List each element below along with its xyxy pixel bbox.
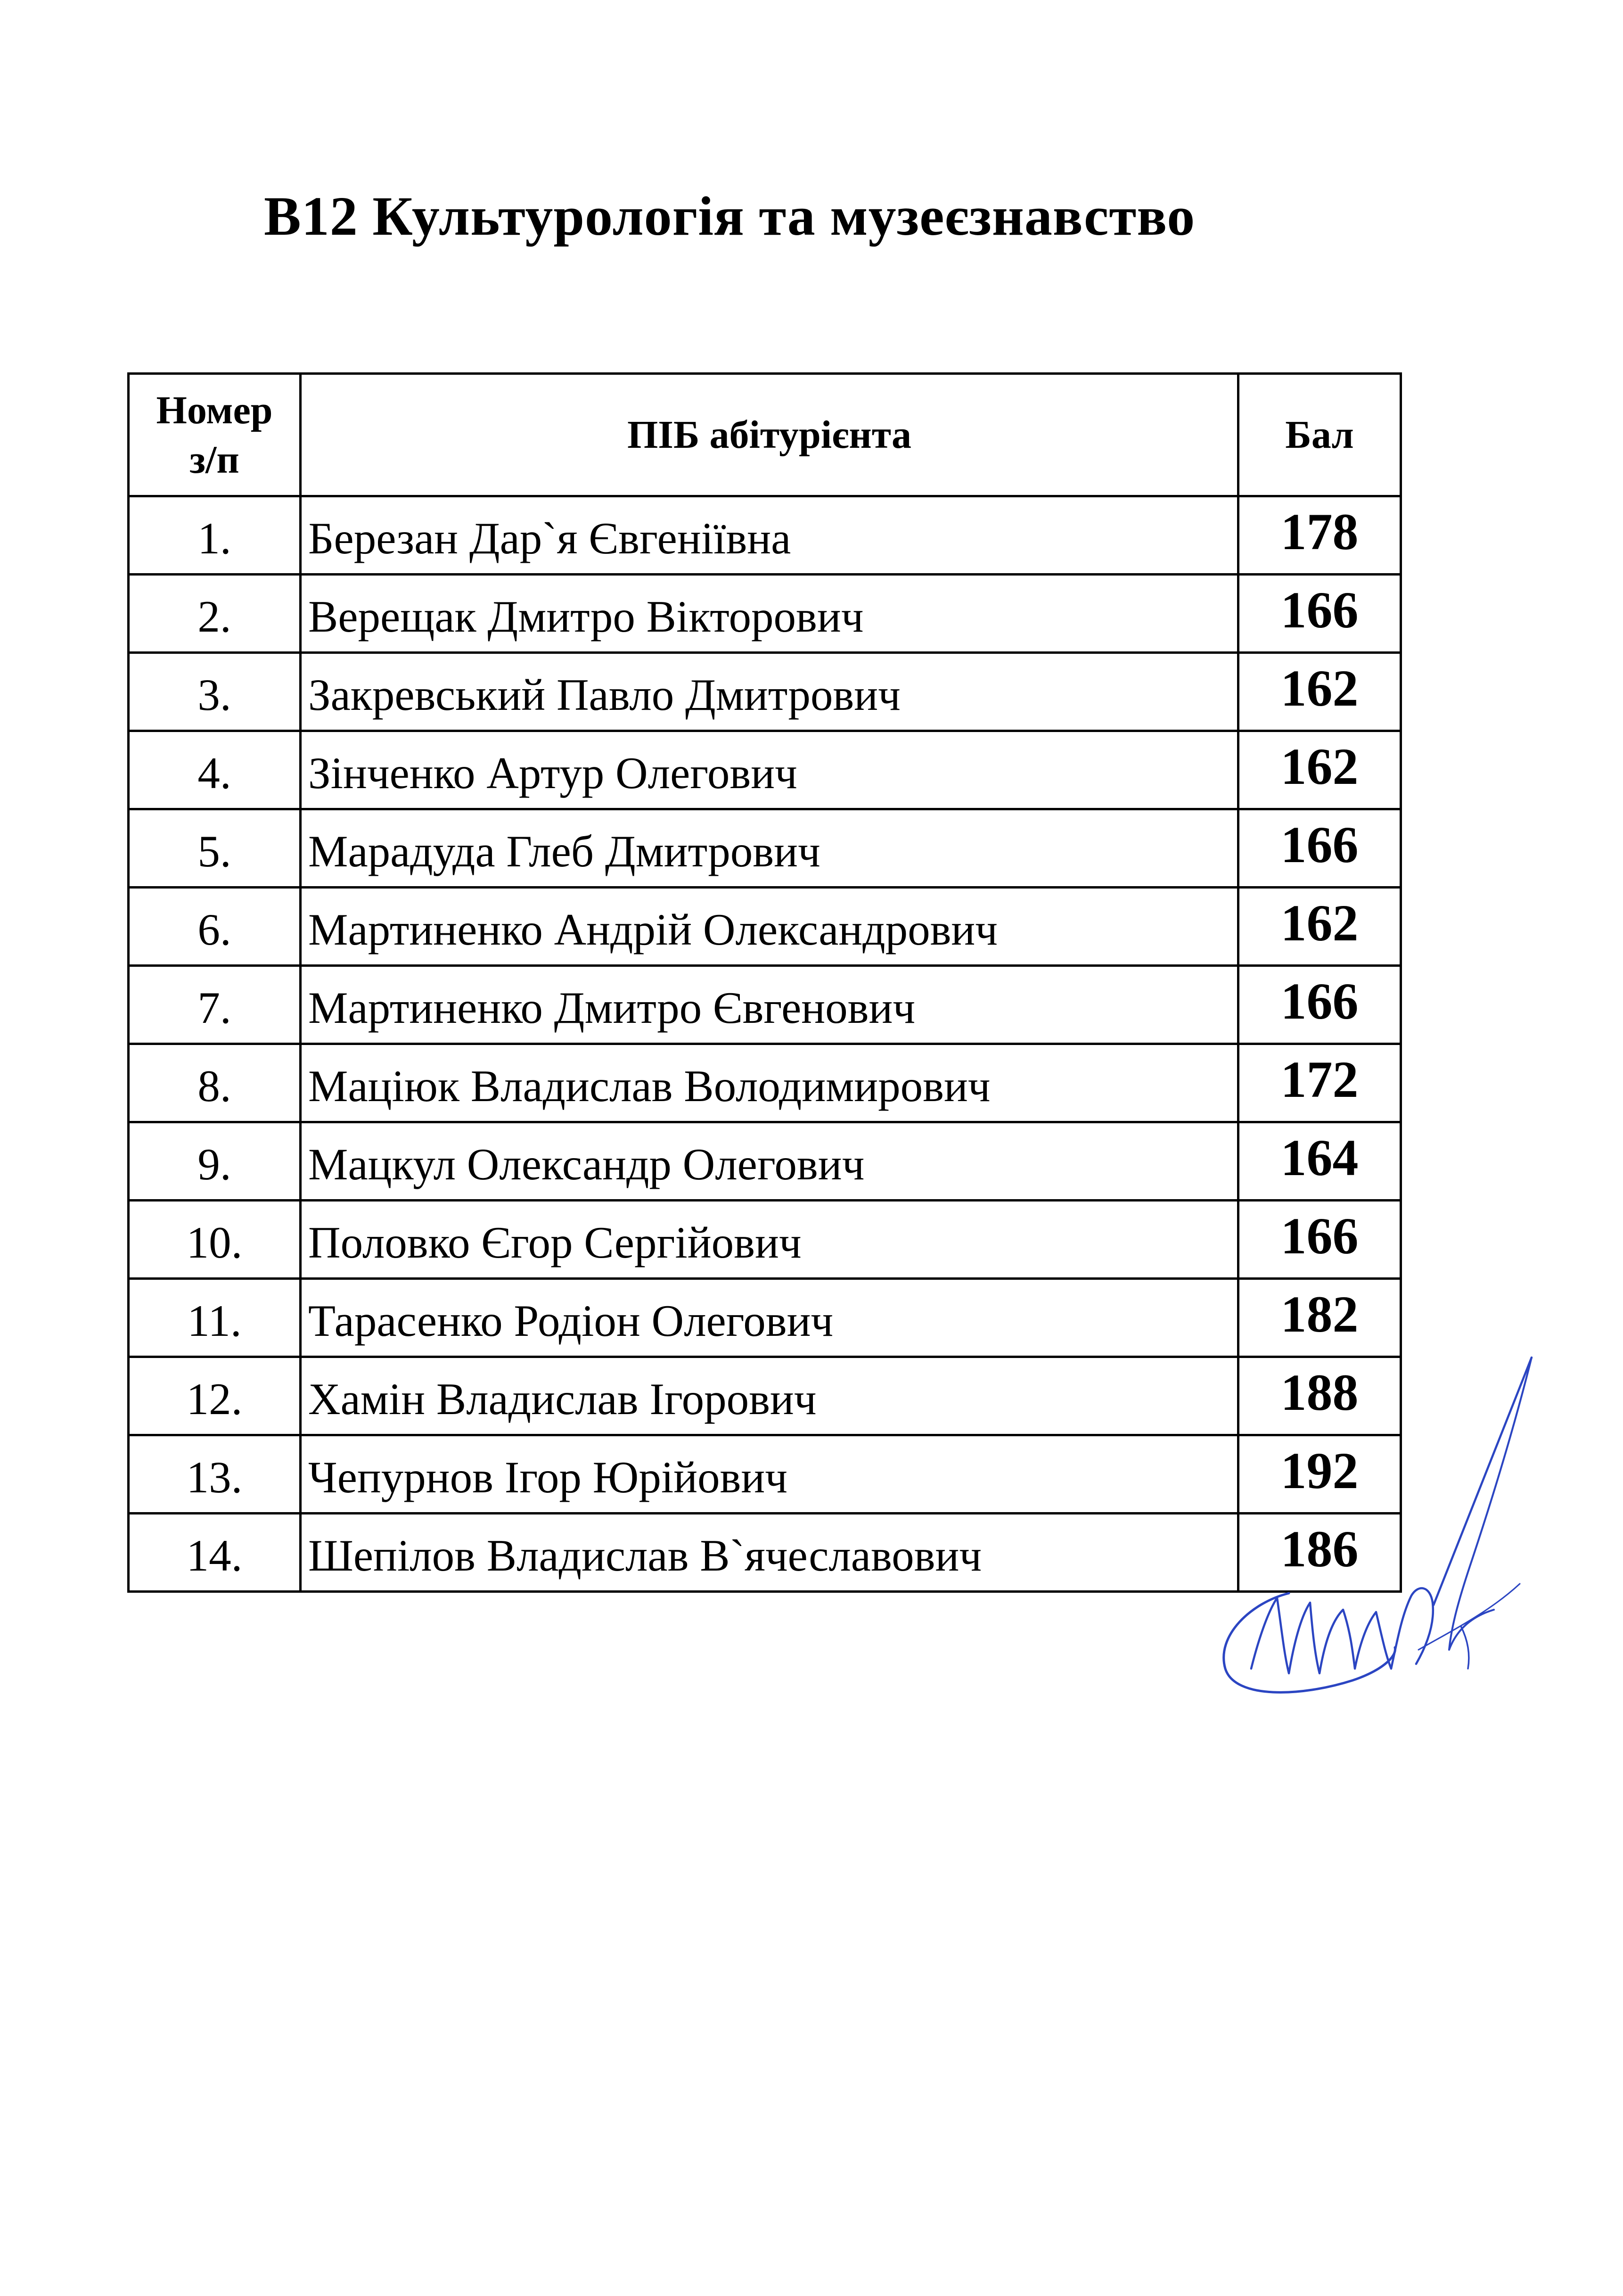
table-row bbox=[129, 731, 1401, 809]
score-cell: 172 bbox=[1238, 1044, 1401, 1122]
applicant-name-cell: Зінченко Артур Олегович bbox=[301, 731, 1238, 809]
row-number-cell: 13. bbox=[129, 1435, 301, 1514]
score-cell: 192 bbox=[1238, 1435, 1401, 1514]
applicant-name-cell: Мартиненко Дмитро Євгенович bbox=[301, 966, 1238, 1044]
table-row bbox=[129, 496, 1401, 575]
table-row bbox=[129, 653, 1401, 731]
header-number-line2: з/п bbox=[189, 437, 239, 482]
row-number-cell: 3. bbox=[129, 653, 301, 731]
applicant-name-cell: Половко Єгор Сергійович bbox=[301, 1201, 1238, 1279]
table-row bbox=[129, 1122, 1401, 1201]
row-number-cell: 4. bbox=[129, 731, 301, 809]
applicant-name-cell: Маціюк Владислав Володимирович bbox=[301, 1044, 1238, 1122]
table-row bbox=[129, 575, 1401, 653]
table-row bbox=[129, 1044, 1401, 1122]
table-row bbox=[129, 809, 1401, 888]
row-number-cell: 12. bbox=[129, 1357, 301, 1435]
row-number-cell: 2. bbox=[129, 575, 301, 653]
applicant-name-cell: Мацкул Олександр Олегович bbox=[301, 1122, 1238, 1201]
score-cell: 166 bbox=[1238, 966, 1401, 1044]
page-title: В12 Культурологія та музеєзнавство bbox=[264, 185, 1196, 247]
score-cell: 166 bbox=[1238, 809, 1401, 888]
score-cell: 166 bbox=[1238, 1201, 1401, 1279]
table-header-row bbox=[129, 374, 1401, 496]
table-row bbox=[129, 888, 1401, 966]
applicant-name-cell: Тарасенко Родіон Олегович bbox=[301, 1279, 1238, 1357]
header-score: Бал bbox=[1238, 374, 1401, 496]
applicant-name-cell: Хамін Владислав Ігорович bbox=[301, 1357, 1238, 1435]
row-number-cell: 14. bbox=[129, 1514, 301, 1592]
applicant-name-cell: Марадуда Глеб Дмитрович bbox=[301, 809, 1238, 888]
score-cell: 162 bbox=[1238, 653, 1401, 731]
applicant-name-cell: Верещак Дмитро Вікторович bbox=[301, 575, 1238, 653]
header-number-line1: Номер bbox=[156, 388, 273, 432]
score-cell: 186 bbox=[1238, 1514, 1401, 1592]
score-cell: 162 bbox=[1238, 731, 1401, 809]
row-number-cell: 7. bbox=[129, 966, 301, 1044]
row-number-cell: 11. bbox=[129, 1279, 301, 1357]
table-row bbox=[129, 1279, 1401, 1357]
score-cell: 182 bbox=[1238, 1279, 1401, 1357]
row-number-cell: 6. bbox=[129, 888, 301, 966]
signature-image bbox=[1206, 1348, 1555, 1706]
header-name: ПІБ абітурієнта bbox=[301, 374, 1238, 496]
applicant-name-cell: Чепурнов Ігор Юрійович bbox=[301, 1435, 1238, 1514]
applicant-name-cell: Березан Дар`я Євгеніївна bbox=[301, 496, 1238, 575]
score-cell: 188 bbox=[1238, 1357, 1401, 1435]
row-number-cell: 1. bbox=[129, 496, 301, 575]
row-number-cell: 10. bbox=[129, 1201, 301, 1279]
score-cell: 162 bbox=[1238, 888, 1401, 966]
applicant-name-cell: Мартиненко Андрій Олександрович bbox=[301, 888, 1238, 966]
score-cell: 178 bbox=[1238, 496, 1401, 575]
applicant-name-cell: Шепілов Владислав В`ячеславович bbox=[301, 1514, 1238, 1592]
table-row bbox=[129, 1201, 1401, 1279]
row-number-cell: 5. bbox=[129, 809, 301, 888]
row-number-cell: 8. bbox=[129, 1044, 301, 1122]
score-cell: 164 bbox=[1238, 1122, 1401, 1201]
score-cell: 166 bbox=[1238, 575, 1401, 653]
applicant-name-cell: Закревський Павло Дмитрович bbox=[301, 653, 1238, 731]
table-row bbox=[129, 966, 1401, 1044]
row-number-cell: 9. bbox=[129, 1122, 301, 1201]
header-number bbox=[129, 374, 301, 496]
